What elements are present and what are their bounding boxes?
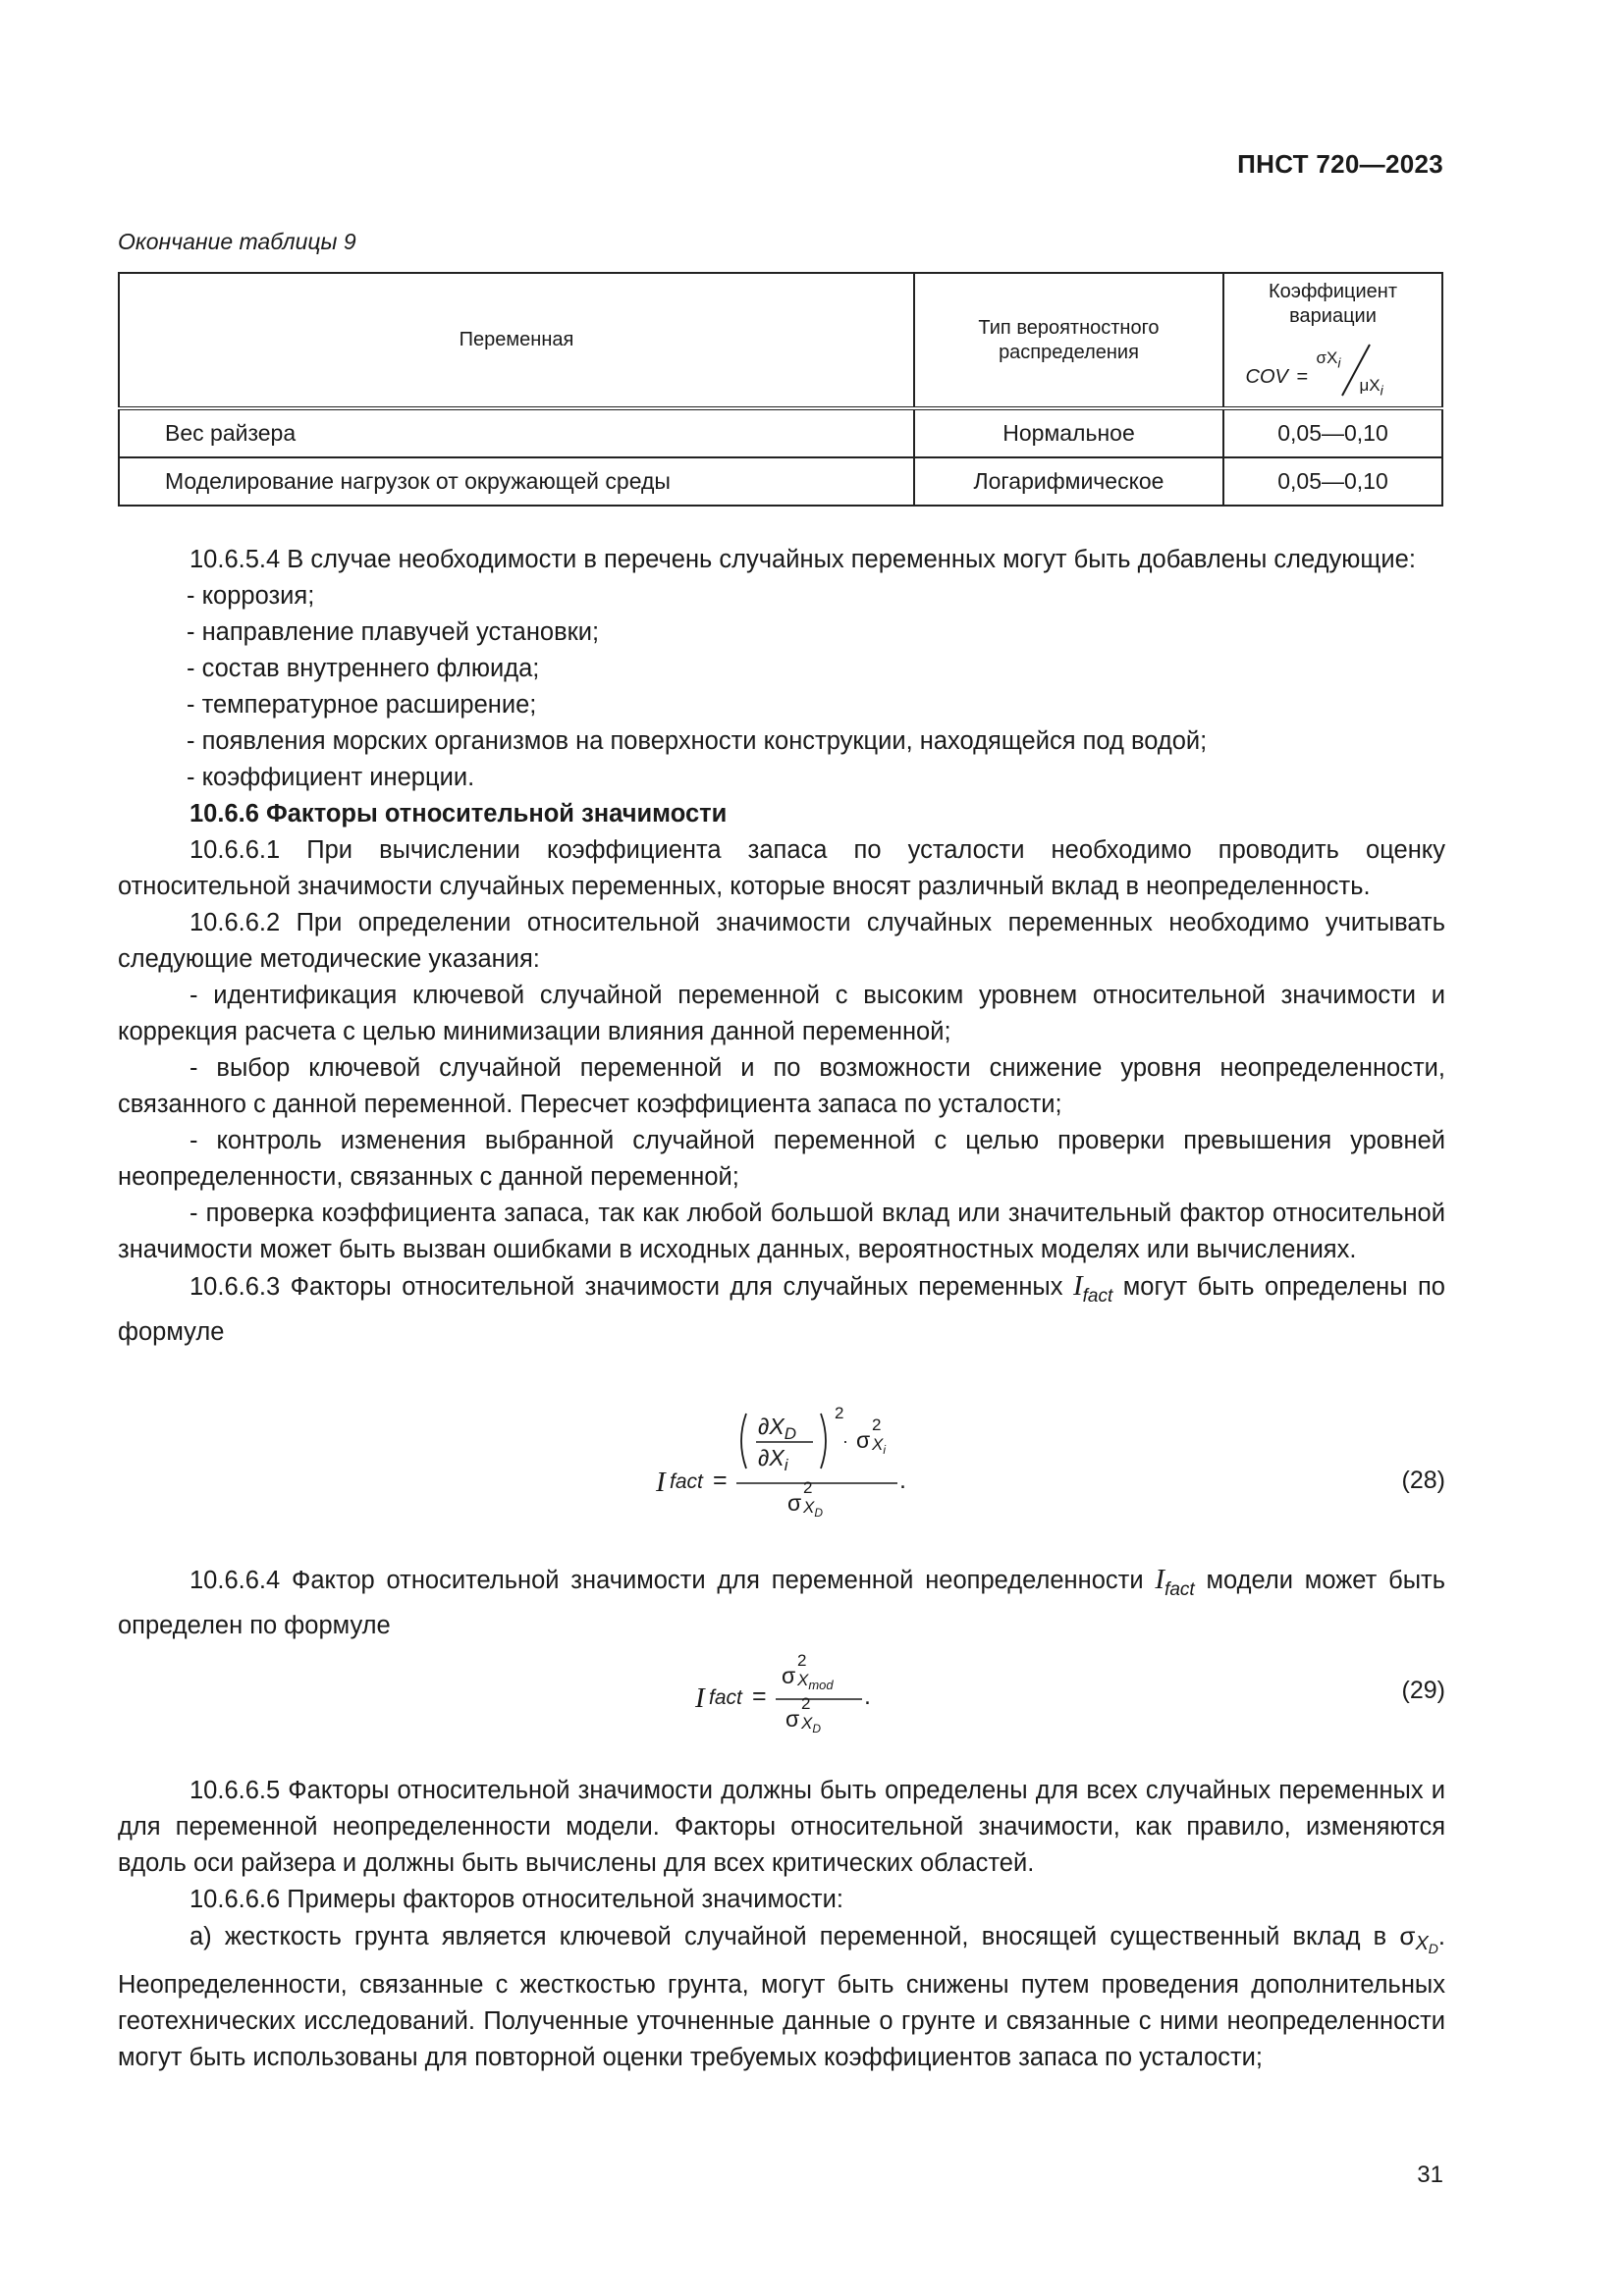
formula-28-sigma-den-sub [803,1498,823,1520]
formula-29-den-pow: 2 [801,1694,811,1713]
cell-distribution: Нормальное [914,408,1223,457]
cell-cov: 0,05—0,10 [1223,408,1442,457]
list-item: - проверка коэффициента запаса, так как любой большой вклад или значительный фактор относительной значимости может быть вызван ошибками в исходных данных, вероятностных моделях или вычислениях. [118,1200,1445,1263]
list-item: - состав внутреннего флюида; [187,655,540,682]
paragraph-10-6-6-2: 10.6.6.2 При определении относительной значимости случайных переменных необходимо учитывать следующие методические указания: [118,909,1445,973]
formula-28-partial-num [758,1414,796,1444]
formula-29-lhs: I [695,1682,705,1714]
section-heading-10-6-6: 10.6.6 Факторы относительной значимости [189,800,728,828]
equation-number-28: (28) [1401,1467,1445,1494]
formula-29-num-sub-text: X [797,1671,809,1689]
list-item: - контроль изменения выбранной случайной переменной с целью проверки превышения уровней неопределенности, связанных с данной переменной; [118,1127,1445,1191]
symbol-fact-sub: fact [1164,1579,1195,1600]
cov-formula [1240,333,1427,399]
paragraph-10-6-6-6: 10.6.6.6 Примеры факторов относительной значимости: [189,1886,843,1913]
formula-28-partial-num-sub: D [784,1424,796,1443]
formula-29-num-sub [797,1671,834,1692]
column-header-distribution [914,273,1223,408]
cell-variable: Вес райзера [119,408,914,457]
formula-28-sigma-num-text: σ [856,1427,871,1453]
list-item: - направление плавучей установки; [187,618,600,646]
table-row [119,408,1442,457]
symbol-i: I [1155,1564,1165,1595]
formula-28-end: . [899,1467,906,1494]
table-row [119,457,1442,506]
symbol-i: I [1072,1270,1083,1302]
cov-denominator [1360,376,1383,399]
formula-29-den-sub [801,1714,821,1735]
column-header-variable: Переменная [119,273,914,408]
data-table [118,272,1443,507]
formula-28-sigma-num-sub-text: X [872,1435,884,1454]
column-header-cov [1223,273,1442,408]
formula-28-partial-den-sub: i [784,1456,788,1474]
formula-28-partial-den-text: ∂X [758,1445,785,1470]
page-number: 31 [1417,2162,1443,2188]
cell-variable: Моделирование нагрузок от окружающей среды [119,457,914,506]
cov-numerator-text: σX [1316,347,1338,367]
paragraph-10-6-6-5: 10.6.6.5 Факторы относительной значимости должны быть определены для всех случайных переменных и для переменной неопределенности модели. Факторы относительной значимости, как правило, изменяются вдоль оси райзера и должны быть вычислены для всех критических областей. [118,1777,1445,1877]
list-item: - идентификация ключевой случайной переменной с высоким уровнем относительной значимости и коррекция расчета с целью минимизации влияния данной переменной; [118,982,1445,1045]
cell-cov: 0,05—0,10 [1223,457,1442,506]
symbol-fact-sub: fact [1082,1286,1113,1307]
formula-28-dot: · [842,1431,848,1451]
standard-code: ПНСТ 720—2023 [1237,149,1443,179]
formula-28-lhs-sub: fact [670,1470,703,1493]
paragraph-10-6-6-4-text-b: модели может быть определен по формуле [118,1567,1446,1639]
formula-29-den-sub-text: X [801,1714,813,1733]
cell-distribution: Логарифмическое [914,457,1223,506]
formula-29-num-text: σ [782,1663,796,1688]
list-item: - коэффициент инерции. [187,764,475,791]
list-item: - появления морских организмов на поверхности конструкции, находящейся под водой; [187,727,1208,755]
table-header-row [119,273,1442,408]
equation-number-29: (29) [1401,1677,1445,1704]
formula-29-den-text: σ [785,1706,800,1732]
formula-28-partial-den [758,1445,788,1475]
formula-28-sigma-den [787,1490,801,1517]
item-a-sigma-subsub: D [1428,1941,1438,1956]
formula-29-lhs-sub: fact [709,1686,742,1709]
formula-29-equals: = [752,1682,767,1710]
formula-28 [648,1406,943,1533]
formula-29-num [782,1663,795,1689]
column-header-distribution-text: Тип вероятностного распределения [978,316,1160,363]
item-a-sigma: σ [1399,1921,1416,1950]
formula-28-sigma-den-subsub: D [814,1506,824,1520]
cov-label: COV [1245,365,1288,388]
cov-denominator-sub: i [1380,382,1383,399]
cov-numerator-sub: i [1337,354,1341,371]
cov-header-text: Коэффициент вариации [1268,280,1397,327]
item-a-sigma-sub: X [1415,1933,1429,1954]
body-text-block-3 [118,1773,1445,2076]
formula-28-sigma-den-text: σ [787,1490,802,1516]
formula-28-sigma-num-sub [872,1435,886,1457]
paragraph-10-6-6-4-text-a: 10.6.6.4 Фактор относительной значимости для переменной неопределенности [189,1567,1144,1594]
formula-28-sigma-num-pow: 2 [872,1415,882,1434]
cov-equals: = [1296,365,1309,388]
cov-denominator-text: μX [1359,375,1380,395]
formula-29-num-pow: 2 [797,1651,807,1670]
formula-29-num-subsub: mod [808,1678,834,1692]
formula-28-lhs: I [656,1467,666,1498]
paragraph-10-6-5-4: 10.6.5.4 В случае необходимости в перечень случайных переменных могут быть добавлены следующие: [189,546,1416,573]
list-item: - коррозия; [187,582,315,610]
item-a-text-1: а) жесткость грунта является ключевой случайной переменной, вносящей существенный вклад в [189,1923,1387,1950]
body-text-block-2 [118,1562,1445,1644]
item-a-text-2: . Неопределенности, связанные с жесткостью грунта, могут быть снижены путем проведения дополнительных геотехнических исследований. Полученные уточненные данные о грунте и связанные с ними неопределенности могут быть использованы для повторной оценки требуемых коэффициентов запаса по усталости; [118,1923,1445,2071]
list-item-a [118,1918,1445,2076]
formula-29-den [785,1706,799,1733]
formula-28-power: 2 [835,1404,844,1422]
formula-29-den-subsub: D [812,1722,822,1735]
formula-28-equals: = [713,1467,728,1494]
list-item: - температурное расширение; [187,691,537,719]
body-text-block-1 [118,542,1445,1351]
paragraph-10-6-6-3-text-a: 10.6.6.3 Факторы относительной значимости для случайных переменных [189,1273,1063,1301]
formula-29-end: . [864,1682,871,1710]
paragraph-10-6-6-3 [118,1268,1445,1351]
list-item: - выбор ключевой случайной переменной и по возможности снижение уровня неопределенности, связанного с данной переменной. Пересчет коэффициента запаса по усталости; [118,1054,1445,1118]
formula-28-sigma-num-subsub: i [883,1443,887,1457]
formula-28-partial-num-text: ∂X [758,1414,785,1439]
paragraph-10-6-6-1: 10.6.6.1 При вычислении коэффициента запаса по усталости необходимо проводить оценку относительной значимости случайных переменных, которые вносят различный вклад в неопределенность. [118,836,1445,900]
formula-28-sigma-num [856,1427,870,1454]
formula-28-sigma-den-sub-text: X [803,1498,815,1517]
formula-28-sigma-den-pow: 2 [803,1478,813,1497]
table-caption: Окончание таблицы 9 [118,229,356,254]
paragraph-10-6-6-3-text-b: могут быть определены по формуле [118,1273,1445,1346]
formula-29 [687,1649,903,1747]
paragraph-10-6-6-4 [118,1562,1445,1644]
